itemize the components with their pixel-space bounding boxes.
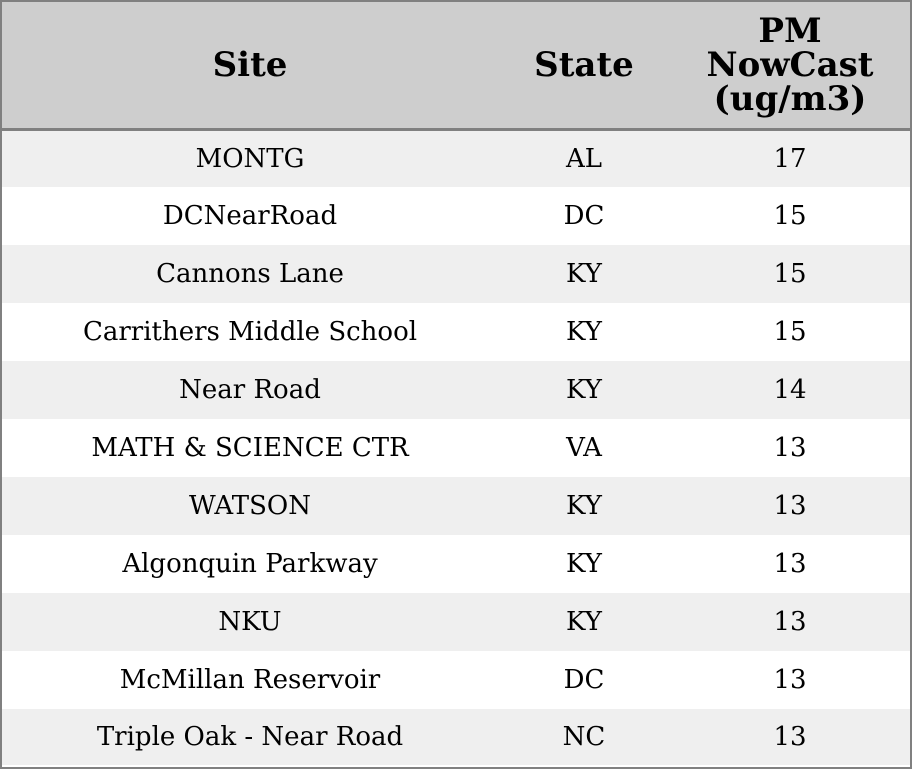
cell-site: Triple Oak - Near Road (96, 722, 404, 752)
cell-state: KY (566, 317, 602, 347)
cell-site: Carrithers Middle School (82, 317, 418, 347)
cell-pm: 17 (773, 143, 807, 174)
header-site (2, 2, 498, 129)
table-row (2, 535, 910, 593)
cell-state: KY (566, 607, 602, 637)
header-pm-line-3: (ug/m3) (713, 78, 867, 119)
cell-pm: 13 (773, 722, 807, 752)
cell-site: NKU (218, 607, 282, 637)
cell-state: VA (566, 433, 602, 463)
cell-site: MONTG (195, 143, 305, 174)
cell-pm: 15 (773, 259, 807, 289)
cell-site: McMillan Reservoir (119, 665, 381, 695)
cell-site: Cannons Lane (156, 259, 344, 289)
table-row (2, 187, 910, 245)
cell-pm: 13 (773, 433, 807, 463)
cell-site: Algonquin Parkway (122, 549, 378, 579)
cell-site: MATH & SCIENCE CTR (91, 433, 409, 463)
cell-pm: 15 (773, 201, 807, 231)
cell-site: DCNearRoad (162, 201, 338, 231)
cell-state: KY (566, 259, 602, 289)
cell-pm: 13 (773, 549, 807, 579)
cell-state: KY (566, 549, 602, 579)
cell-state: KY (566, 375, 602, 405)
header-pm-nowcast (670, 2, 910, 129)
table-row (2, 419, 910, 477)
cell-pm: 14 (773, 375, 807, 405)
table-body (2, 129, 910, 765)
cell-pm: 15 (773, 317, 807, 347)
header-pm-line-2: NowCast (706, 44, 874, 85)
table-row (2, 245, 910, 303)
cell-state: DC (563, 201, 605, 231)
header-state (498, 2, 670, 129)
header-site-line: Site (212, 44, 288, 85)
cell-site: WATSON (188, 491, 311, 521)
pm-nowcast-table (2, 2, 910, 765)
table-row (2, 709, 910, 765)
cell-pm: 13 (773, 491, 807, 521)
header-state-line: State (534, 44, 634, 85)
table-row (2, 651, 910, 709)
table-row (2, 593, 910, 651)
cell-state: AL (565, 143, 603, 174)
cell-pm: 13 (773, 665, 807, 695)
cell-state: DC (563, 665, 605, 695)
table-header (2, 2, 910, 129)
table-row (2, 361, 910, 419)
header-row (2, 2, 910, 129)
cell-state: KY (566, 491, 602, 521)
cell-state: NC (562, 722, 606, 752)
header-pm-line-1: PM (758, 10, 822, 51)
table-row (2, 477, 910, 535)
table-row (2, 303, 910, 361)
cell-site: Near Road (179, 375, 321, 405)
table-row (2, 129, 910, 187)
cell-pm: 13 (773, 607, 807, 637)
